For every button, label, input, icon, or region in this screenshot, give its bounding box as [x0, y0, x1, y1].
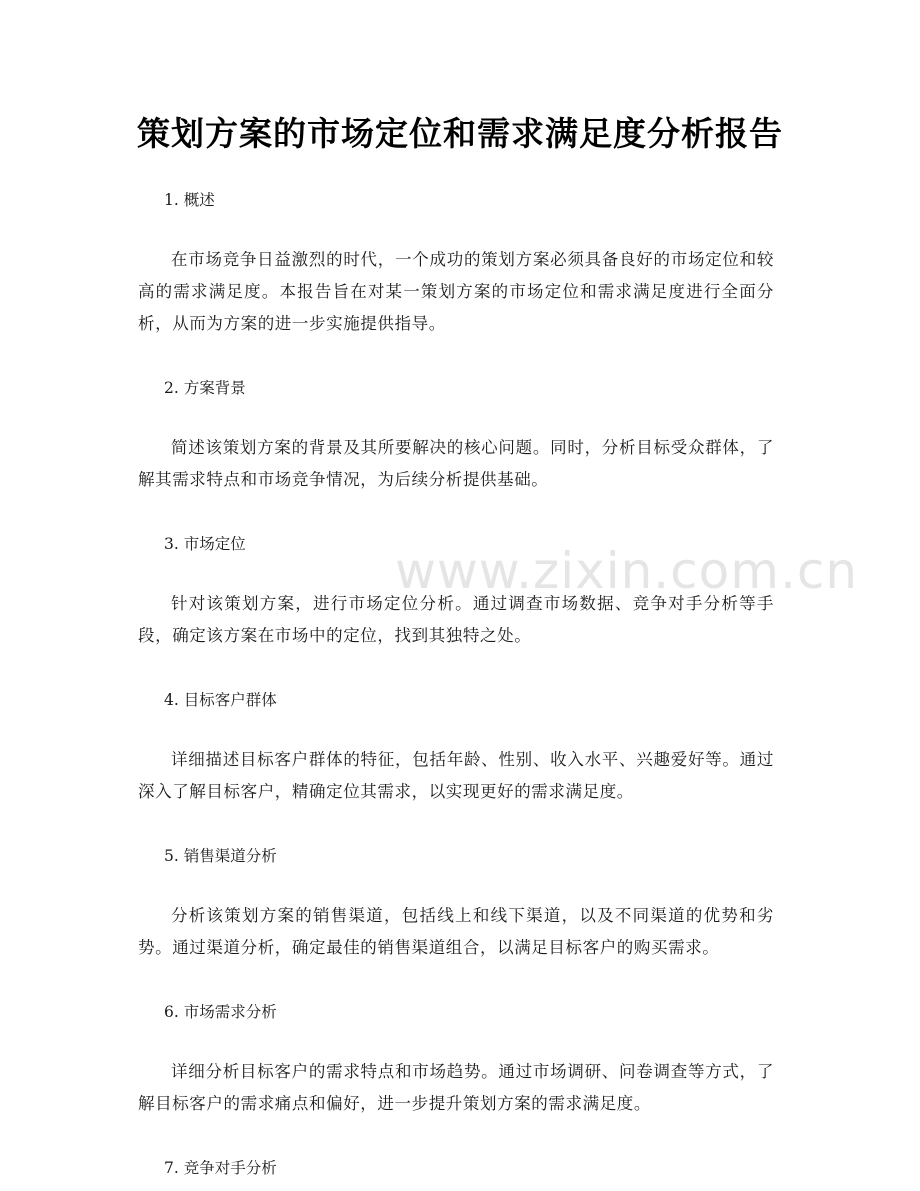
section-paragraph: 详细分析目标客户的需求特点和市场趋势。通过市场调研、问卷调查等方式，了解目标客户的需求痛点和偏好，进一步提升策划方案的需求满足度。: [138, 1062, 774, 1113]
section-heading: 3. 市场定位: [164, 535, 246, 553]
document-title: 策划方案的市场定位和需求满足度分析报告: [137, 114, 783, 153]
document-body: [138, 184, 774, 1184]
section-heading: 1. 概述: [164, 191, 215, 209]
section-paragraph: 在市场竞争日益激烈的时代，一个成功的策划方案必须具备良好的市场定位和较高的需求满足度。本报告旨在对某一策划方案的市场定位和需求满足度进行全面分析，从而为方案的进一步实施提供指导。: [138, 250, 774, 333]
section-heading: 6. 市场需求分析: [164, 1003, 277, 1021]
section-heading: 4. 目标客户群体: [164, 691, 277, 709]
section-heading: 7. 竞争对手分析: [164, 1159, 277, 1177]
section-paragraph: 详细描述目标客户群体的特征，包括年龄、性别、收入水平、兴趣爱好等。通过深入了解目标客户，精确定位其需求，以实现更好的需求满足度。: [138, 750, 774, 801]
watermark: www.zixin.com.cn: [395, 542, 859, 600]
section-heading: 2. 方案背景: [164, 379, 246, 397]
section-paragraph: 简述该策划方案的背景及其所要解决的核心问题。同时，分析目标受众群体，了解其需求特点和市场竞争情况，为后续分析提供基础。: [138, 438, 774, 489]
section-paragraph: 针对该策划方案，进行市场定位分析。通过调查市场数据、竞争对手分析等手段，确定该方案在市场中的定位，找到其独特之处。: [138, 594, 774, 645]
section-paragraph: 分析该策划方案的销售渠道，包括线上和线下渠道，以及不同渠道的优势和劣势。通过渠道分析，确定最佳的销售渠道组合，以满足目标客户的购买需求。: [138, 906, 774, 957]
section-heading: 5. 销售渠道分析: [164, 847, 277, 865]
